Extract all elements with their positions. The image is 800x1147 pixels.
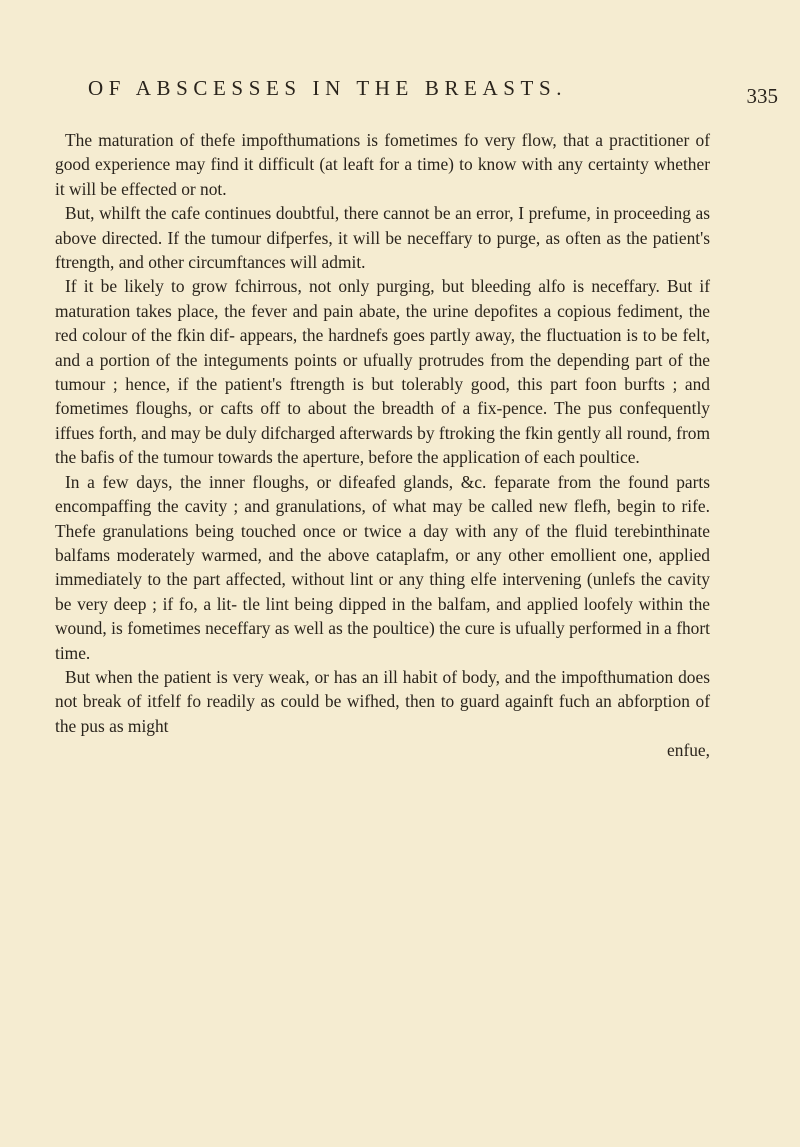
body-text: [55, 128, 710, 762]
paragraph-2: But, whilft the cafe continues doubtful, there cannot be an error, I prefume, in proceeding as above directed. If the tumour difperfes, it will be neceffary to purge, as often as the patient's ftrength, and other circumftances will admit.: [55, 203, 710, 273]
paragraph-3: If it be likely to grow fchirrous, not only purging, but bleeding alfo is neceffary. But if maturation takes place, the fever and pain abate, the urine depofites a copious fediment, the red colour of the fkin dif- appears, the hardnefs goes partly away, the fluctuation is to be felt, and a portion of the integuments points or ufually protrudes from the depending part of the tumour ; hence, if the patient's ftrength is but tolerably good, this part foon burfts ; and fometimes floughs, or cafts off to about the breadth of a fix-pence. The pus confequently iffues forth, and may be duly difcharged afterwards by ftroking the fkin gently all round, from the bafis of the tumour towards the aperture, before the application of each poultice.: [55, 276, 710, 468]
running-head: OF ABSCESSES IN THE BREASTS.: [88, 76, 568, 100]
catchword: enfue,: [667, 740, 710, 761]
paragraph-1: The maturation of thefe impofthumations is fometimes fo very flow, that a practitioner of good experience may find it difficult (at leaft for a time) to know with any certainty whether it will be effected or not.: [55, 130, 710, 199]
paragraph-4: In a few days, the inner floughs, or difeafed glands, &c. feparate from the found parts encompaffing the cavity ; and granulations, of what may be called new flefh, begin to rife. Thefe granulations being touched once or twice a day with any of the fluid terebinthinate balfams moderately warmed, and the above cataplafm, or any other emollient one, applied immediately to the part affected, without lint or any thing elfe intervening (unlefs the cavity be very deep ; if fo, a lit- tle lint being dipped in the balfam, and applied loofely within the wound, is fometimes neceffary as well as the poultice) the cure is ufually performed in a fhort time.: [55, 471, 710, 663]
page-header: [88, 76, 778, 116]
paragraph-5: But when the patient is very weak, or has an ill habit of body, and the impofthumation does not break of itfelf fo readily as could be wifhed, then to guard againft fuch an abforption of the pus as might: [55, 666, 710, 736]
page-number: 335: [746, 84, 778, 108]
